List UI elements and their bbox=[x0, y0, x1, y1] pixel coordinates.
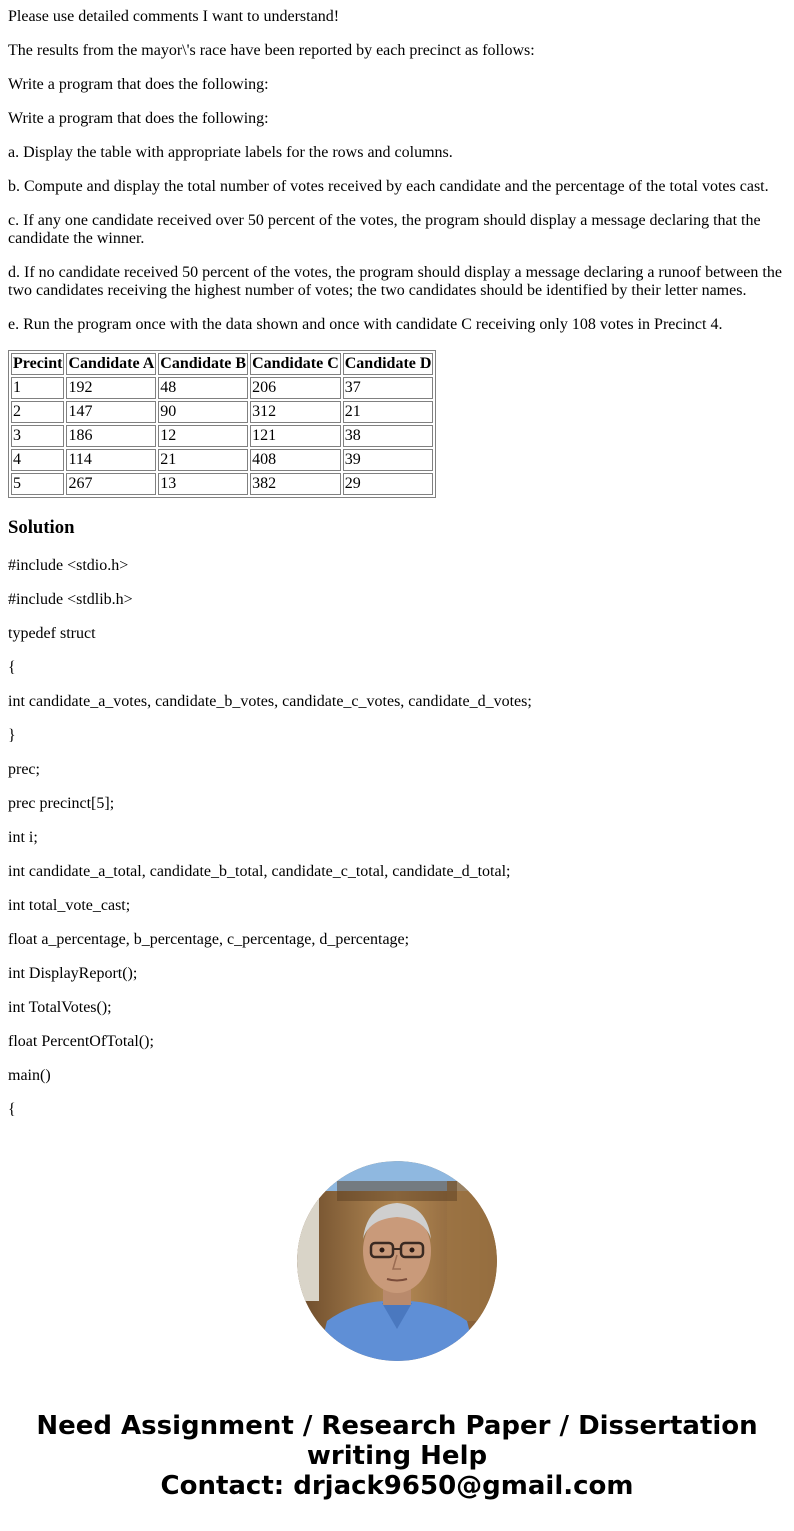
code-line: int TotalVotes(); bbox=[8, 999, 112, 1016]
table-cell: 3 bbox=[11, 425, 64, 447]
code-line: { bbox=[8, 659, 16, 676]
table-cell: 312 bbox=[250, 401, 341, 423]
table-cell: 37 bbox=[343, 377, 434, 399]
intro-request: Please use detailed comments I want to understand! bbox=[8, 8, 340, 25]
task-b: b. Compute and display the total number of votes received by each candidate and the percentage of the total votes cast. bbox=[8, 178, 769, 195]
table-header: Precint bbox=[11, 353, 64, 375]
table-header: Candidate A bbox=[66, 353, 156, 375]
table-header-row bbox=[11, 353, 433, 375]
code-line: { bbox=[8, 1101, 16, 1118]
banner-line: writing Help bbox=[306, 1441, 488, 1471]
banner-line: Need Assignment / Research Paper / Dissertation bbox=[36, 1411, 758, 1441]
task-a: a. Display the table with appropriate labels for the rows and columns. bbox=[8, 144, 453, 161]
banner-contact: Contact: drjack9650@gmail.com bbox=[160, 1471, 634, 1501]
solution-code bbox=[8, 557, 786, 1119]
code-line: int DisplayReport(); bbox=[8, 965, 138, 982]
code-line: prec; bbox=[8, 761, 40, 778]
table-cell: 4 bbox=[11, 449, 64, 471]
table-row bbox=[11, 473, 433, 495]
table-cell: 114 bbox=[66, 449, 156, 471]
code-line: } bbox=[8, 727, 16, 744]
intro-write-program: Write a program that does the following: bbox=[8, 110, 269, 127]
task-e: e. Run the program once with the data shown and once with candidate C receiving only 108 votes in Precinct 4. bbox=[8, 316, 723, 333]
table-cell: 121 bbox=[250, 425, 341, 447]
avatar bbox=[297, 1161, 497, 1361]
code-line: int total_vote_cast; bbox=[8, 897, 131, 914]
code-line: int candidate_a_votes, candidate_b_votes, candidate_c_votes, candidate_d_votes; bbox=[8, 693, 532, 710]
code-line: int i; bbox=[8, 829, 38, 846]
table-cell: 48 bbox=[158, 377, 248, 399]
table-header: Candidate D bbox=[343, 353, 434, 375]
table-cell: 39 bbox=[343, 449, 434, 471]
code-line: float a_percentage, b_percentage, c_percentage, d_percentage; bbox=[8, 931, 410, 948]
code-line: #include <stdio.h> bbox=[8, 557, 129, 574]
table-row bbox=[11, 449, 433, 471]
table-cell: 29 bbox=[343, 473, 434, 495]
task-d: d. If no candidate received 50 percent of the votes, the program should display a message declaring a runoof between the two candidates receiving the highest number of votes; the two candidates should be identified by their letter names. bbox=[8, 264, 782, 299]
table-cell: 1 bbox=[11, 377, 64, 399]
intro-results-line: The results from the mayor\'s race have been reported by each precinct as follows: bbox=[8, 42, 535, 59]
contact-banner bbox=[0, 1411, 794, 1501]
table-header: Candidate C bbox=[250, 353, 341, 375]
table-cell: 408 bbox=[250, 449, 341, 471]
votes-table bbox=[8, 350, 436, 498]
document-body bbox=[0, 8, 794, 1119]
table-cell: 2 bbox=[11, 401, 64, 423]
code-line: main() bbox=[8, 1067, 51, 1084]
table-cell: 382 bbox=[250, 473, 341, 495]
table-cell: 21 bbox=[343, 401, 434, 423]
table-cell: 267 bbox=[66, 473, 156, 495]
table-row bbox=[11, 425, 433, 447]
table-cell: 192 bbox=[66, 377, 156, 399]
promo-block bbox=[0, 1161, 794, 1361]
intro-write-program: Write a program that does the following: bbox=[8, 76, 269, 93]
table-cell: 21 bbox=[158, 449, 248, 471]
table-row bbox=[11, 401, 433, 423]
code-line: float PercentOfTotal(); bbox=[8, 1033, 154, 1050]
code-line: prec precinct[5]; bbox=[8, 795, 115, 812]
code-line: #include <stdlib.h> bbox=[8, 591, 133, 608]
table-cell: 38 bbox=[343, 425, 434, 447]
table-cell: 5 bbox=[11, 473, 64, 495]
table-cell: 206 bbox=[250, 377, 341, 399]
table-row bbox=[11, 377, 433, 399]
task-c: c. If any one candidate received over 50 percent of the votes, the program should display a message declaring that the candidate the winner. bbox=[8, 212, 761, 247]
code-line: typedef struct bbox=[8, 625, 96, 642]
table-cell: 90 bbox=[158, 401, 248, 423]
table-header: Candidate B bbox=[158, 353, 248, 375]
table-cell: 147 bbox=[66, 401, 156, 423]
table-cell: 186 bbox=[66, 425, 156, 447]
code-line: int candidate_a_total, candidate_b_total, candidate_c_total, candidate_d_total; bbox=[8, 863, 511, 880]
table-cell: 12 bbox=[158, 425, 248, 447]
solution-heading: Solution bbox=[8, 517, 75, 538]
table-cell: 13 bbox=[158, 473, 248, 495]
